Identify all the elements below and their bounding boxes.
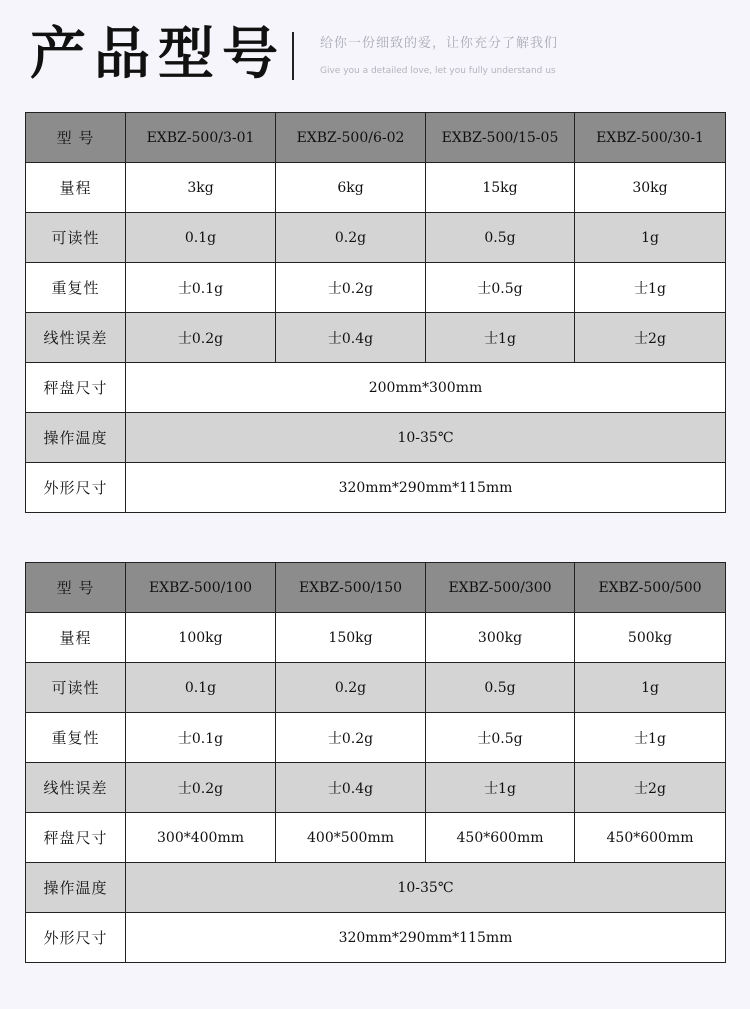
subtitle-chinese: 给你一份细致的爱，让你充分了解我们 [320,36,559,51]
repeatability-row [26,713,726,763]
subtitle-english: Give you a detailed love, let you fully understand us [320,66,556,76]
capacity-cell: 6kg [276,163,426,213]
capacity-cell: 15kg [426,163,575,213]
row-label-operating-temp: 操作温度 [26,863,126,913]
capacity-row [26,163,726,213]
pan-size-cell: 400*500mm [276,813,426,863]
model-cell: EXBZ-500/15-05 [426,113,575,163]
linearity-cell: 士0.2g [126,313,276,363]
operating-temp-row [26,413,726,463]
repeatability-cell: 士1g [575,263,726,313]
spec-table-1 [25,112,726,513]
capacity-cell: 30kg [575,163,726,213]
row-label-repeatability: 重复性 [26,713,126,763]
model-cell: EXBZ-500/100 [126,563,276,613]
row-label-model: 型 号 [26,563,126,613]
model-cell: EXBZ-500/150 [276,563,426,613]
repeatability-cell: 士1g [575,713,726,763]
row-label-dimensions: 外形尺寸 [26,463,126,513]
repeatability-cell: 士0.5g [426,263,575,313]
operating-temp-cell: 10-35℃ [126,413,726,463]
pan-size-row [26,363,726,413]
readability-row [26,213,726,263]
linearity-cell: 士0.4g [276,313,426,363]
model-cell: EXBZ-500/30-1 [575,113,726,163]
capacity-cell: 100kg [126,613,276,663]
repeatability-cell: 士0.2g [276,713,426,763]
pan-size-cell: 300*400mm [126,813,276,863]
linearity-cell: 士2g [575,313,726,363]
dimensions-row [26,913,726,963]
pan-size-cell: 200mm*300mm [126,363,726,413]
row-label-capacity: 量程 [26,163,126,213]
spec-table-2 [25,562,726,963]
capacity-row [26,613,726,663]
linearity-cell: 士1g [426,763,575,813]
readability-cell: 0.1g [126,663,276,713]
page-title: 产品型号 [30,22,286,87]
linearity-row [26,763,726,813]
readability-row [26,663,726,713]
repeatability-cell: 士0.1g [126,713,276,763]
operating-temp-cell: 10-35℃ [126,863,726,913]
row-label-operating-temp: 操作温度 [26,413,126,463]
row-label-pan-size: 秤盘尺寸 [26,813,126,863]
model-cell: EXBZ-500/3-01 [126,113,276,163]
row-label-model: 型 号 [26,113,126,163]
row-label-linearity: 线性误差 [26,313,126,363]
capacity-cell: 500kg [575,613,726,663]
row-label-dimensions: 外形尺寸 [26,913,126,963]
model-cell: EXBZ-500/500 [575,563,726,613]
readability-cell: 0.2g [276,663,426,713]
model-cell: EXBZ-500/6-02 [276,113,426,163]
dimensions-row [26,463,726,513]
repeatability-cell: 士0.2g [276,263,426,313]
repeatability-cell: 士0.1g [126,263,276,313]
operating-temp-row [26,863,726,913]
readability-cell: 0.2g [276,213,426,263]
row-label-capacity: 量程 [26,613,126,663]
linearity-row [26,313,726,363]
model-row [26,113,726,163]
capacity-cell: 3kg [126,163,276,213]
row-label-pan-size: 秤盘尺寸 [26,363,126,413]
pan-size-cell: 450*600mm [426,813,575,863]
row-label-readability: 可读性 [26,663,126,713]
row-label-linearity: 线性误差 [26,763,126,813]
row-label-readability: 可读性 [26,213,126,263]
linearity-cell: 士2g [575,763,726,813]
model-cell: EXBZ-500/300 [426,563,575,613]
pan-size-cell: 450*600mm [575,813,726,863]
readability-cell: 0.5g [426,663,575,713]
linearity-cell: 士0.2g [126,763,276,813]
dimensions-cell: 320mm*290mm*115mm [126,913,726,963]
capacity-cell: 150kg [276,613,426,663]
dimensions-cell: 320mm*290mm*115mm [126,463,726,513]
repeatability-row [26,263,726,313]
repeatability-cell: 士0.5g [426,713,575,763]
capacity-cell: 300kg [426,613,575,663]
model-row [26,563,726,613]
row-label-repeatability: 重复性 [26,263,126,313]
linearity-cell: 士0.4g [276,763,426,813]
pan-size-row [26,813,726,863]
readability-cell: 1g [575,663,726,713]
readability-cell: 0.1g [126,213,276,263]
page-header [0,0,750,100]
linearity-cell: 士1g [426,313,575,363]
readability-cell: 1g [575,213,726,263]
title-divider [292,32,294,80]
readability-cell: 0.5g [426,213,575,263]
